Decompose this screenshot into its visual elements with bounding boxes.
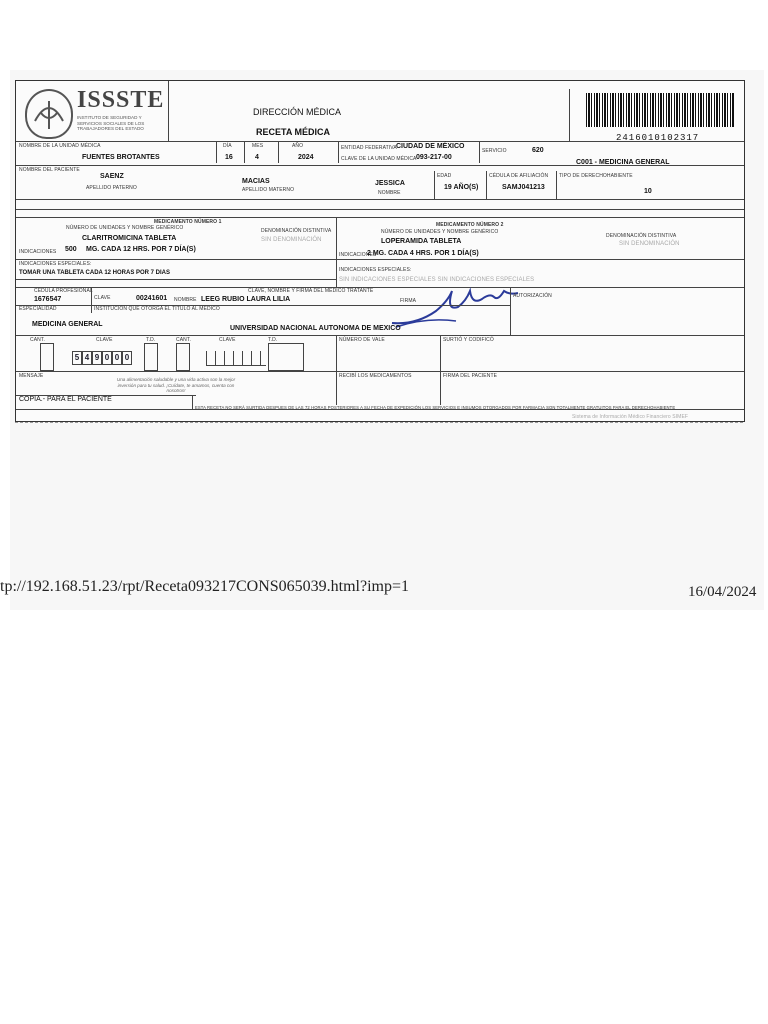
- cedula-prof-value: 1676547: [34, 296, 62, 303]
- mensaje-label: MENSAJE: [19, 373, 44, 379]
- td-box-2: [268, 343, 304, 371]
- year-label: AÑO: [292, 143, 304, 149]
- cedula-afil-value: SAMJ041213: [502, 184, 545, 191]
- med1-header: MEDICAMENTO NÚMERO 1: [154, 219, 222, 225]
- service-code: 620: [532, 147, 544, 154]
- footer-url: tp://192.168.51.23/rpt/Receta093217CONS065039.html?imp=1: [0, 578, 409, 595]
- clave-digit: 4: [82, 351, 92, 365]
- unit-key-label: CLAVE DE LA UNIDAD MÉDICA: [341, 156, 417, 162]
- med1-qty: 500: [65, 246, 77, 253]
- disclaimer: ESTA RECETA NO SERÁ SURTIDA DESPUES DE LAS 72 HORAS POSTERIORES A SU FECHA DE EXPEDICIÓN LOS SERVICIOS E INSUMOS OTORGADOS POR FARMACIA SON TOTALMENTE GRATUITOS PARA EL DERECHOHABIENTE: [195, 405, 676, 410]
- logo-subtitle: INSTITUTO DE SEGURIDAD Y SERVICIOS SOCIALES DE LOS TRABAJADORES DEL ESTADO: [77, 115, 145, 131]
- med2-distinctive-value: SIN DENOMINACIÓN: [619, 241, 680, 247]
- unit-key-value: 093-217-00: [416, 154, 452, 161]
- numero-vale-label: NÚMERO DE VALE: [339, 337, 385, 343]
- med2-special-label: INDICACIONES ESPECIALES:: [339, 267, 412, 273]
- clave-digit: 9: [92, 351, 102, 365]
- clave-label-1: CLAVE: [96, 337, 113, 343]
- especialidad-label: ESPECIALIDAD: [19, 306, 57, 312]
- unit-name-value: FUENTES BROTANTES: [82, 154, 160, 161]
- system-note: Sistema de Información Médico Financiero SIMEF: [572, 414, 689, 420]
- med2-generic-label: NÚMERO DE UNIDADES Y NOMBRE GENÉRICO: [381, 229, 499, 235]
- clave-label: CLAVE: [94, 295, 111, 301]
- direction-heading: DIRECCIÓN MÉDICA: [253, 107, 342, 117]
- footer-date: 16/04/2024: [688, 584, 757, 600]
- cut-line: [15, 422, 743, 423]
- entity-label: ENTIDAD FEDERATIVA: [341, 145, 397, 151]
- tipo-derecho-label: TIPO DE DERECHOHABIENTE: [559, 173, 633, 179]
- doctor-label: CLAVE, NOMBRE Y FIRMA DEL MÉDICO TRATANTE: [248, 288, 374, 294]
- clave-digit: 5: [72, 351, 82, 365]
- first-name-label: NOMBRE: [378, 190, 401, 196]
- surtio-label: SURTIÓ Y CODIFICÓ: [443, 337, 494, 343]
- firma-paciente-label: FIRMA DEL PACIENTE: [443, 373, 498, 379]
- issste-logo: [21, 85, 166, 141]
- logo-name: ISSSTE: [77, 87, 165, 113]
- page-title: RECETA MÉDICA: [256, 127, 330, 137]
- td-box-1: [144, 343, 158, 371]
- day-value: 16: [225, 154, 233, 161]
- med2-indications: 2 MG. CADA 4 HRS. POR 1 DÍA(S): [367, 250, 479, 257]
- med2-header: MEDICAMENTO NÚMERO 2: [436, 222, 504, 228]
- med2-indications-label: INDICACIONES: [339, 252, 377, 258]
- institucion-value: UNIVERSIDAD NACIONAL AUTONOMA DE MEXICO: [230, 325, 401, 332]
- doctor-nombre-label: NOMBRE: [174, 297, 197, 303]
- paternal-label: APELLIDO PATERNO: [86, 185, 137, 191]
- med1-distinctive-value: SIN DENOMINACIÓN: [261, 237, 322, 243]
- prescription-form: [15, 80, 745, 422]
- day-label: DÍA: [223, 143, 232, 149]
- mensaje-text: Una alimentación saludable y una vida activa son la mejor inversión para tu salud. ¡Cuídate, te amamos, cuenta con nosotros!: [116, 377, 236, 393]
- med1-indications: MG. CADA 12 HRS. POR 7 DÍA(S): [86, 246, 196, 253]
- first-name-value: JESSICA: [375, 180, 405, 187]
- med2-distinctive-label: DENOMINACIÓN DISTINTIVA: [606, 233, 677, 239]
- cant-box-2: [176, 343, 190, 371]
- td-label-1: T.D.: [146, 337, 156, 343]
- clave-boxes-2: [206, 351, 266, 366]
- age-value: 19 AÑO(S): [444, 184, 479, 191]
- barcode: [586, 93, 734, 127]
- med2-special-value: SIN INDICACIONES ESPECIALES SIN INDICACIONES ESPECIALES: [339, 277, 535, 283]
- med1-special-value: TOMAR UNA TABLETA CADA 12 HORAS POR 7 DIAS: [19, 270, 171, 276]
- med1-indications-label: INDICACIONES: [19, 249, 57, 255]
- med1-special-label: INDICACIONES ESPECIALES:: [19, 261, 92, 267]
- year-value: 2024: [298, 154, 314, 161]
- cedula-prof-label: CÉDULA PROFESIONAL: [34, 288, 93, 294]
- doctor-signature: [386, 281, 526, 331]
- med1-generic-label: NÚMERO DE UNIDADES Y NOMBRE GENÉRICO: [66, 225, 184, 231]
- clave-value: 00241601: [136, 295, 168, 302]
- clave-digit: 0: [122, 351, 132, 365]
- patient-name-label: NOMBRE DEL PACIENTE: [19, 167, 80, 173]
- maternal-value: MACIAS: [242, 178, 270, 185]
- med1-name: CLARITROMICINA TABLETA: [82, 235, 177, 242]
- med2-name: LOPERAMIDA TABLETA: [381, 238, 462, 245]
- paternal-value: SAENZ: [100, 173, 124, 180]
- clave-digit: 0: [102, 351, 112, 365]
- cant-label-1: CANT.: [30, 337, 45, 343]
- recibi-label: RECIBÍ LOS MEDICAMENTOS: [339, 373, 412, 379]
- clave-label-2: CLAVE: [219, 337, 236, 343]
- age-label: EDAD: [437, 173, 452, 179]
- eagle-emblem-icon: [25, 89, 73, 139]
- firma-label: FIRMA: [400, 298, 417, 304]
- td-label-2: T.D.: [268, 337, 278, 343]
- service-name: C001 - MEDICINA GENERAL: [576, 159, 670, 166]
- service-label: SERVICIO: [482, 148, 507, 154]
- barcode-number: 2416010102317: [616, 133, 700, 143]
- institucion-label: INSTITUCIÓN QUE OTORGA EL TÍTULO AL MÉDICO: [94, 306, 220, 312]
- entity-value: CIUDAD DE MÉXICO: [396, 143, 465, 150]
- unit-name-label: NOMBRE DE LA UNIDAD MÉDICA: [19, 143, 101, 149]
- med1-distinctive-label: DENOMINACIÓN DISTINTIVA: [261, 228, 332, 234]
- clave-digit: 0: [112, 351, 122, 365]
- copy-label: COPIA.- PARA EL PACIENTE: [19, 396, 112, 403]
- month-label: MES: [252, 143, 264, 149]
- tipo-derecho-value: 10: [644, 188, 652, 195]
- month-value: 4: [255, 154, 259, 161]
- cedula-afil-label: CÉDULA DE AFILIACIÓN: [489, 173, 549, 179]
- especialidad-value: MEDICINA GENERAL: [32, 321, 103, 328]
- autorizacion-label: AUTORIZACIÓN: [513, 293, 552, 299]
- doctor-name: LEEG RUBIO LAURA LILIA: [201, 296, 291, 303]
- cant-box-1: [40, 343, 54, 371]
- cant-label-2: CANT.: [176, 337, 191, 343]
- maternal-label: APELLIDO MATERNO: [242, 187, 295, 193]
